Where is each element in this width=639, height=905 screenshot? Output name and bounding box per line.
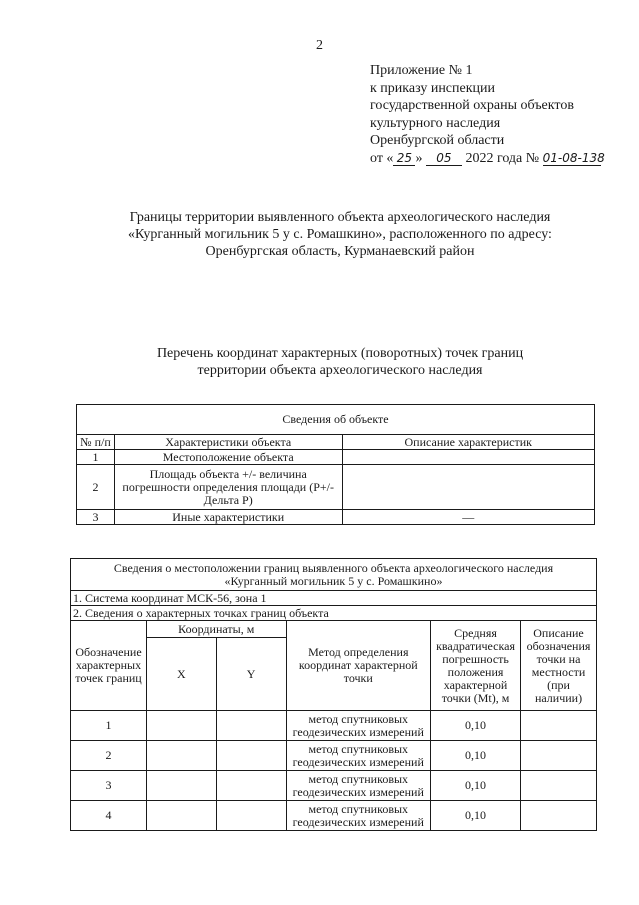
point-number: 4 <box>71 801 147 831</box>
object-table-header: Сведения об объекте <box>77 405 595 435</box>
appendix-date-line <box>370 150 605 168</box>
list-title-line: территории объекта археологического наследия <box>197 363 483 378</box>
point-description <box>521 741 597 771</box>
object-info-table <box>76 404 595 525</box>
point-method: метод спутниковых геодезических измерений <box>286 771 431 801</box>
date-prefix: от « <box>370 150 394 166</box>
title-line: Оренбургская область, Курманаевский район <box>205 244 475 259</box>
col-header-error: Средняя квадратическая погрешность положения характерной точки (Mt), м <box>431 621 521 711</box>
point-description <box>521 801 597 831</box>
appendix-line: культурного наследия <box>370 115 501 131</box>
point-number: 1 <box>71 711 147 741</box>
point-x <box>146 771 216 801</box>
point-description <box>521 711 597 741</box>
row-num: 1 <box>77 450 115 465</box>
location-header-line: Сведения о местоположении границ выявленного объекта археологического наследия <box>113 560 554 575</box>
point-error: 0,10 <box>431 771 521 801</box>
row-num: 2 <box>77 465 115 510</box>
handwritten-month: 05 <box>426 151 462 166</box>
point-error: 0,10 <box>431 711 521 741</box>
col-header-x: X <box>146 638 216 711</box>
point-method: метод спутниковых геодезических измерений <box>286 741 431 771</box>
row-characteristic: Площадь объекта +/- величина погрешности определения площади (P+/- Дельта P) <box>114 465 342 510</box>
table-row <box>71 741 597 771</box>
table-row <box>77 450 595 465</box>
appendix-line: Приложение № 1 <box>370 63 473 78</box>
date-year: 2022 года № <box>465 150 540 166</box>
row-num: 3 <box>77 510 115 525</box>
row-characteristic: Местоположение объекта <box>114 450 342 465</box>
date-mid: » <box>415 150 423 166</box>
appendix-line: к приказу инспекции <box>370 80 496 96</box>
table-row <box>77 465 595 510</box>
point-number: 3 <box>71 771 147 801</box>
col-header-description: Описание характеристик <box>342 435 595 450</box>
col-header-characteristics: Характеристики объекта <box>114 435 342 450</box>
row-characteristic: Иные характеристики <box>114 510 342 525</box>
col-header-coordinates: Координаты, м <box>146 621 286 638</box>
document-title <box>60 209 620 260</box>
section-coordinate-system: 1. Система координат МСК-56, зона 1 <box>71 591 597 606</box>
point-y <box>216 711 286 741</box>
point-method: метод спутниковых геодезических измерений <box>286 711 431 741</box>
location-header-line: «Курганный могильник 5 у с. Ромашкино» <box>224 573 443 588</box>
list-title <box>60 345 620 379</box>
point-number: 2 <box>71 741 147 771</box>
appendix-line: государственной охраны объектов <box>370 98 574 113</box>
page-number: 2 <box>316 38 323 53</box>
section-points: 2. Сведения о характерных точках границ объекта <box>71 606 597 621</box>
title-line: Границы территории выявленного объекта археологического наследия <box>129 210 551 225</box>
point-description <box>521 771 597 801</box>
appendix-line: Оренбургской области <box>370 133 505 148</box>
col-header-y: Y <box>216 638 286 711</box>
table-row <box>77 510 595 525</box>
point-x <box>146 801 216 831</box>
handwritten-number: 01-08-138 <box>542 150 605 165</box>
col-header-point-description: Описание обозначения точки на местности (при наличии) <box>521 621 597 711</box>
col-header-method: Метод определения координат характерной точки <box>286 621 431 711</box>
title-line: «Курганный могильник 5 у с. Ромашкино», расположенного по адресу: <box>128 227 552 242</box>
col-header-designation: Обозначение характерных точек границ <box>71 621 147 711</box>
location-table-header <box>71 559 597 591</box>
handwritten-day: 25 <box>393 151 415 166</box>
row-description: — <box>342 510 595 525</box>
table-row <box>71 711 597 741</box>
table-row <box>71 801 597 831</box>
point-error: 0,10 <box>431 801 521 831</box>
row-description <box>342 450 595 465</box>
point-y <box>216 741 286 771</box>
point-y <box>216 801 286 831</box>
location-table <box>70 558 597 831</box>
point-x <box>146 711 216 741</box>
point-y <box>216 771 286 801</box>
point-error: 0,10 <box>431 741 521 771</box>
point-method: метод спутниковых геодезических измерений <box>286 801 431 831</box>
table-row <box>71 771 597 801</box>
col-header-num: № п/п <box>77 435 115 450</box>
appendix-block <box>370 62 605 167</box>
point-x <box>146 741 216 771</box>
row-description <box>342 465 595 510</box>
list-title-line: Перечень координат характерных (поворотных) точек границ <box>156 346 524 361</box>
